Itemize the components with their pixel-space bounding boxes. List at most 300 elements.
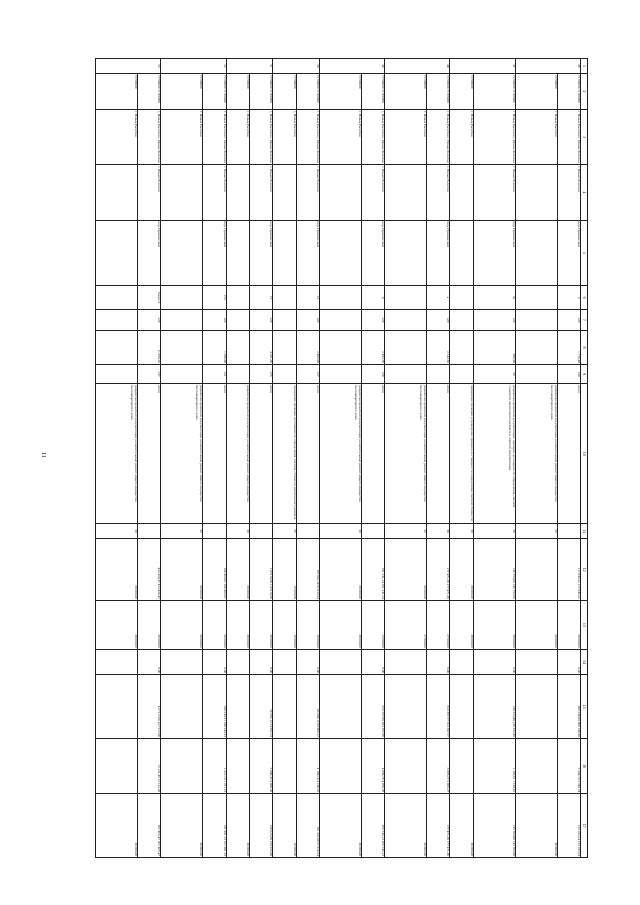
table-cell: 0,00 [427, 649, 450, 675]
table-cell: 13 [296, 286, 319, 309]
table-cell: 1 163,61 1 163,61 [473, 739, 515, 794]
table-cell [320, 165, 362, 220]
table-cell: 30 000,00 [515, 600, 557, 649]
column-header: 3 [581, 110, 588, 165]
table-cell [273, 739, 296, 794]
table-cell: 120 [250, 309, 273, 330]
table-cell [320, 220, 362, 286]
table-cell [226, 286, 249, 309]
table-cell: пер. Пушкинский [557, 220, 580, 286]
table-row [515, 59, 557, 858]
table-cell [450, 365, 473, 384]
table-row [226, 59, 249, 858]
table-cell: г. Новые Рычотки [515, 110, 557, 165]
table-cell: 130 [557, 365, 580, 384]
table-cell: 15 [250, 286, 273, 309]
table-cell: 10 000,00 [273, 794, 296, 858]
table-cell [96, 165, 138, 220]
table-cell [138, 524, 161, 539]
column-header: 12 [581, 539, 588, 601]
row-number-cell: 49 [320, 59, 385, 74]
table-cell: 30 000,00 [226, 600, 249, 649]
table-cell [515, 220, 557, 286]
table-cell [273, 365, 296, 384]
table-cell: г. Новые Рычотки [138, 165, 161, 220]
page-number: 11 [39, 452, 46, 458]
table-cell: 13 000,00 [361, 600, 384, 649]
table-row [450, 59, 473, 858]
table-cell [161, 365, 203, 384]
table-cell [450, 649, 473, 675]
table-cell: разработка проектной документации на капитальный ремонт общего имущества многоквартирного дома [385, 384, 427, 524]
table-cell: итого [138, 384, 161, 524]
table-row [250, 59, 273, 858]
table-cell: пер. Пушкинский [473, 220, 515, 286]
table-cell: 30 000,00 [96, 539, 138, 601]
table-cell [427, 365, 450, 384]
table-cell [450, 739, 473, 794]
table-cell [320, 331, 362, 365]
table-cell [161, 675, 203, 739]
table-cell [96, 649, 138, 675]
table-cell: 4 190,16 4 190,16 [296, 739, 319, 794]
table-cell: 71706000 [385, 73, 427, 109]
table-cell [515, 539, 557, 601]
table-cell: г. Новые Рычотки г. Новые Рычотки [473, 110, 515, 165]
table-cell [320, 649, 362, 675]
table-cell: 130 [361, 365, 384, 384]
table-cell: г. Новые Рычотки [557, 165, 580, 220]
table-cell [385, 220, 427, 286]
table-cell [515, 286, 557, 309]
table-cell: г. Новые Рычотки [450, 110, 473, 165]
table-cell [320, 739, 362, 794]
table-cell [226, 739, 249, 794]
column-header: 4 [581, 165, 588, 220]
table-cell: итого [361, 384, 384, 524]
table-cell [385, 286, 427, 309]
table-cell: 30 000,00 [385, 539, 427, 601]
table-cell: 30 000,00 [320, 539, 362, 601]
table-cell [450, 165, 473, 220]
column-header: 14 [581, 649, 588, 675]
table-cell: 30 000,00 [320, 600, 362, 649]
table-cell: 30 000,00 [515, 794, 557, 858]
table-cell [515, 675, 557, 739]
table-cell: пер. Пушкинский [203, 220, 226, 286]
table-cell: пер. Пушкинский [250, 220, 273, 286]
table-cell: г. Новые Рычотки [250, 165, 273, 220]
table-cell: 121 [203, 365, 226, 384]
table-cell [226, 220, 249, 286]
table-cell [273, 675, 296, 739]
table-cell: 30 000,00 [473, 600, 515, 649]
table-cell: 95 [226, 524, 249, 539]
table-cell: 95 [96, 524, 138, 539]
table-cell: 27 000,00 [385, 600, 427, 649]
rotated-table-page [95, 58, 588, 858]
table-cell: 0,00 [250, 649, 273, 675]
table-cell: пер. Пушкинский [138, 220, 161, 286]
table-cell: 1 716,40 [557, 331, 580, 365]
table-cell: 71706000 [161, 73, 203, 109]
table-cell: 136 323,46 136 323,46 [473, 675, 515, 739]
table-cell [96, 675, 138, 739]
table-cell: разработка проектной документации на капитальный ремонт общего имущества многоквартирного дома [161, 384, 203, 524]
table-cell: 120 [138, 309, 161, 330]
column-header: 5 [581, 220, 588, 286]
table-cell: 30 000,00 [250, 600, 273, 649]
table-cell: 0,00 [361, 649, 384, 675]
table-cell: г. Новые Рычотки г. Новые Рычотки [138, 110, 161, 165]
table-row [161, 59, 203, 858]
table-cell [385, 365, 427, 384]
table-cell [296, 524, 319, 539]
table-cell [515, 331, 557, 365]
table-cell: 180 243,31 180 243,31 [203, 675, 226, 739]
table-row [427, 59, 450, 858]
table-row [296, 59, 319, 858]
table-cell: 101 322,00 97 810,24 [296, 794, 319, 858]
table-cell: 1 286,60 [203, 331, 226, 365]
table-cell: 2 142,50 [427, 331, 450, 365]
table-cell: 137 [138, 365, 161, 384]
table-cell: проведение проверки достоверности определения сметной стоимости капитального ремонта [273, 384, 296, 524]
table-cell: 120 [203, 309, 226, 330]
table-cell: г. Новые Рычотки [473, 165, 515, 220]
table-cell: 27 000,00 [427, 600, 450, 649]
table-cell: 5 349,74 5 349,74 [557, 739, 580, 794]
table-cell: 71706000 71706000 [557, 73, 580, 109]
table-cell: разработка проектной документации, проверка достоверности определения сметной стоимости капитального ремонта и сметной документации [473, 384, 515, 524]
table-row [473, 59, 515, 858]
table-cell: 95 [385, 524, 427, 539]
row-number-cell: 50 [273, 59, 320, 74]
row-number-cell: 46 [515, 59, 580, 74]
table-cell: 30 000,00 [161, 794, 203, 858]
table-cell: 95 [515, 524, 557, 539]
table-cell: 0,00 [296, 649, 319, 675]
column-header: 1 [581, 59, 588, 74]
table-cell: пер. Пушкинский [361, 220, 384, 286]
table-cell: 159 025,08 159 025,08 [250, 794, 273, 858]
column-header: 15 [581, 675, 588, 739]
table-cell [96, 331, 138, 365]
table-cell [320, 286, 362, 309]
column-header: 9 [581, 365, 588, 384]
table-cell: проведение проверки в проведении проверки достоверности определения сметной стоимости [450, 384, 473, 524]
table-cell [226, 331, 249, 365]
table-cell: 71706000 71706000 [138, 73, 161, 109]
table-cell: 2 493,70 [361, 331, 384, 365]
table-cell [96, 220, 138, 286]
table-cell: г. Новые Рычотки г. Новые Рычотки [296, 110, 319, 165]
table-cell [320, 309, 362, 330]
table-cell: 30 000,00 [161, 600, 203, 649]
table-cell: 95 [161, 524, 203, 539]
table-cell [161, 309, 203, 330]
table-cell [385, 331, 427, 365]
table-cell [385, 675, 427, 739]
table-row [203, 59, 226, 858]
table-cell [96, 365, 138, 384]
table-cell [385, 649, 427, 675]
table-row [320, 59, 362, 858]
table-cell: 71706000 71706000 [473, 73, 515, 109]
table-cell: 71706000 [515, 73, 557, 109]
table-cell: г. Новые Рычотки [96, 110, 138, 165]
table-cell: 177 471,36 177 471,36 [427, 794, 450, 858]
table-cell [203, 524, 226, 539]
table-cell: 30 000,00 [226, 794, 249, 858]
column-header: 8 [581, 331, 588, 365]
table-cell: 6 [361, 286, 384, 309]
table-cell [557, 524, 580, 539]
row-number-cell: 52 [161, 59, 226, 74]
table-cell [450, 309, 473, 330]
table-cell: 101 741,14 101 741,14 [361, 539, 384, 601]
table-cell: разработка проектной документации на капитальный ремонт общего имущества [226, 384, 249, 524]
table-cell: 145 703,86 145 703,86 [473, 794, 515, 858]
budget-table [95, 58, 588, 858]
table-cell [515, 165, 557, 220]
table-cell: 71706000 71706000 [427, 73, 450, 109]
table-cell: 74 592,13 74 592,13 [250, 675, 273, 739]
row-number-cell: 51 [226, 59, 273, 74]
table-cell: 117 845,22 117 845,22 [557, 539, 580, 601]
table-cell: 10 000,00 [273, 539, 296, 601]
table-cell: 191 981,13 191 981,13 [203, 794, 226, 858]
table-cell: 71706000 71706000 [203, 73, 226, 109]
column-header: 2 [581, 73, 588, 109]
table-cell: 613 397,77 613 397,77 [427, 675, 450, 739]
table-cell [161, 220, 203, 286]
table-cell [226, 309, 249, 330]
table-cell [273, 649, 296, 675]
row-number-cell: 48 [385, 59, 450, 74]
table-row [385, 59, 427, 858]
table-cell: 30 [427, 524, 450, 539]
table-cell: 120 [557, 309, 580, 330]
table-cell [320, 675, 362, 739]
table-cell: г. Новые Рычотки [226, 110, 249, 165]
table-cell: итого [557, 384, 580, 524]
table-cell: пер. Пушкинский [296, 220, 319, 286]
table-cell: 0,00 [203, 649, 226, 675]
table-cell: а [427, 286, 450, 309]
table-cell [161, 649, 203, 675]
table-cell [515, 365, 557, 384]
table-body [96, 59, 581, 858]
table-cell: 120 [296, 309, 319, 330]
table-cell [96, 739, 138, 794]
column-header: 13 [581, 600, 588, 649]
table-cell: 12 131,45 12 131,45 [138, 739, 161, 794]
table-cell: 83 900,12 83 900,12 [296, 675, 319, 739]
table-cell: 205 745,13 205 745,13 [361, 794, 384, 858]
table-cell: г. Новые Рычотки [203, 165, 226, 220]
table-cell: г. Новые Рычотки [273, 110, 296, 165]
table-cell [385, 309, 427, 330]
table-cell [273, 165, 296, 220]
table-cell: разработка проектной документации на капитальный ремонт общего имущества многоквартирного дома [515, 384, 557, 524]
table-cell: 11 959,20 [138, 331, 161, 365]
table-cell: 153 185,24 153 185,24 [557, 794, 580, 858]
column-header: 16 [581, 739, 588, 794]
table-cell: 5 [557, 286, 580, 309]
column-header: 11 [581, 524, 588, 539]
column-header: 7 [581, 309, 588, 330]
table-cell: 95 [450, 524, 473, 539]
table-cell [161, 739, 203, 794]
table-cell: Тиоро 9 [138, 286, 161, 309]
table-cell [515, 649, 557, 675]
table-cell: г. Новые Рычотки г. Новые Рычотки [557, 110, 580, 165]
table-cell: 30 000,00 [450, 794, 473, 858]
table-cell [385, 739, 427, 794]
table-cell [450, 220, 473, 286]
table-cell: 4 056,76 4 056,76 [361, 739, 384, 794]
table-cell: 423 458,47 423 458,47 [138, 539, 161, 601]
table-cell [96, 309, 138, 330]
column-header: 6 [581, 286, 588, 309]
table-cell: 4 161,30 [250, 331, 273, 365]
table-cell: г. Новые Рычотки [361, 165, 384, 220]
table-row [96, 59, 138, 858]
table-cell: 30 000,00 [450, 539, 473, 601]
table-cell: 127 [296, 365, 319, 384]
row-number-cell: 53 [96, 59, 161, 74]
table-cell: 10 000,00 [296, 600, 319, 649]
table-cell [515, 309, 557, 330]
table-cell: 95 [320, 524, 362, 539]
table-cell: 125 [250, 365, 273, 384]
table-cell [450, 675, 473, 739]
table-cell: 71706000 [273, 73, 296, 109]
table-cell: 5а [473, 286, 515, 309]
table-cell: 3 895,27 3 895,27 [427, 739, 450, 794]
table-cell [450, 331, 473, 365]
table-cell: г. Новые Рычотки [385, 110, 427, 165]
table-cell: 0,00 [138, 649, 161, 675]
table-cell: г. Новые Рычотки г. Новые Рычотки [250, 110, 273, 165]
row-number-cell: 47 [450, 59, 515, 74]
table-cell [361, 524, 384, 539]
table-cell: 95 [273, 524, 296, 539]
table-cell: 0,00 [473, 649, 515, 675]
table-cell [161, 286, 203, 309]
table-cell: 30 000,00 [320, 794, 362, 858]
table-cell: 120 [361, 309, 384, 330]
table-cell: 30 000,00 [226, 539, 249, 601]
table-cell [226, 165, 249, 220]
table-cell: итого [296, 384, 319, 524]
table-cell: 120 [427, 309, 450, 330]
table-cell: 180 465,01 180 465,01 [203, 539, 226, 601]
table-cell: 30 000,00 [203, 600, 226, 649]
table-cell: 71706000 [226, 73, 249, 109]
table-cell [226, 365, 249, 384]
column-header: 17 [581, 794, 588, 858]
table-cell: 30 000,00 [450, 600, 473, 649]
table-cell [250, 524, 273, 539]
table-cell: 120 [473, 309, 515, 330]
table-cell: 30 [473, 365, 515, 384]
table-cell: пер. Пушкинский [427, 220, 450, 286]
table-cell: 207 405,47 207 405,47 [138, 794, 161, 858]
table-cell [385, 165, 427, 220]
table-cell: г. Новые Рычотки [161, 110, 203, 165]
table-cell: 177 471,36 177 471,36 [427, 539, 450, 601]
table-cell: итого [203, 384, 226, 524]
table-cell: 30 000,00 [96, 600, 138, 649]
table-cell: 30 000,00 [385, 794, 427, 858]
table-cell [273, 309, 296, 330]
table-row [557, 59, 580, 858]
table-cell: 145 793,09 145 793,09 [473, 539, 515, 601]
table-cell [515, 739, 557, 794]
table-cell [273, 331, 296, 365]
table-cell: 5 000,45 5 000,45 [250, 739, 273, 794]
table-cell: итого [250, 384, 273, 524]
table-cell: 690,90 [473, 331, 515, 365]
table-cell: г. Новые Рычотки [296, 165, 319, 220]
table-cell: 30 000,00 [557, 600, 580, 649]
table-cell: 30 000,00 [96, 794, 138, 858]
table-cell: г. Новые Рычотки [427, 165, 450, 220]
table-cell: 71706000 [450, 73, 473, 109]
table-cell [161, 165, 203, 220]
table-cell: 417 917,00 417 917,00 [138, 675, 161, 739]
table-cell: 30 000,00 [161, 539, 203, 601]
column-number-row [581, 59, 588, 858]
table-cell: 110 919,00 110 919,00 [250, 539, 273, 601]
table-cell [96, 286, 138, 309]
table-cell [320, 365, 362, 384]
table-cell: 107 810,24 97 810,24 [296, 539, 319, 601]
table-cell: г. Новые Рычотки г. Новые Рычотки [427, 110, 450, 165]
table-row [138, 59, 161, 858]
table-cell: 0,00 [557, 649, 580, 675]
table-cell: 71706000 71706000 [361, 73, 384, 109]
table-cell: 71706000 71706000 [296, 73, 319, 109]
table-cell [161, 331, 203, 365]
table-cell: г. Новые Рычотки [320, 110, 362, 165]
table-cell: 600 248,69 600 248,69 [557, 675, 580, 739]
table-cell: разработка проектной документации на капитальный ремонт общего имущества многоквартирного дома [320, 384, 362, 524]
table-cell: итого [427, 384, 450, 524]
table-row [361, 59, 384, 858]
table-cell: 71706000 71706000 [250, 73, 273, 109]
table-cell: 10 000,00 [273, 600, 296, 649]
table-cell: 15/1 [203, 286, 226, 309]
table-cell: 2 460,00 [296, 331, 319, 365]
table-cell [273, 220, 296, 286]
table-cell: 71706000 [320, 73, 362, 109]
table-cell: 71706000 [96, 73, 138, 109]
table-cell: 30 000,00 [138, 600, 161, 649]
table-cell [273, 286, 296, 309]
table-cell [450, 286, 473, 309]
table-cell: 30 [473, 524, 515, 539]
table-cell: г. Новые Рычотки г. Новые Рычотки [203, 110, 226, 165]
table-cell: 672 297,96 672 297,96 [361, 675, 384, 739]
table-cell: г. Новые Рычотки г. Новые Рычотки [361, 110, 384, 165]
table-cell: 1 221,13 1 221,13 [203, 739, 226, 794]
table-cell [226, 649, 249, 675]
table-row [273, 59, 296, 858]
column-header: 10 [581, 384, 588, 524]
